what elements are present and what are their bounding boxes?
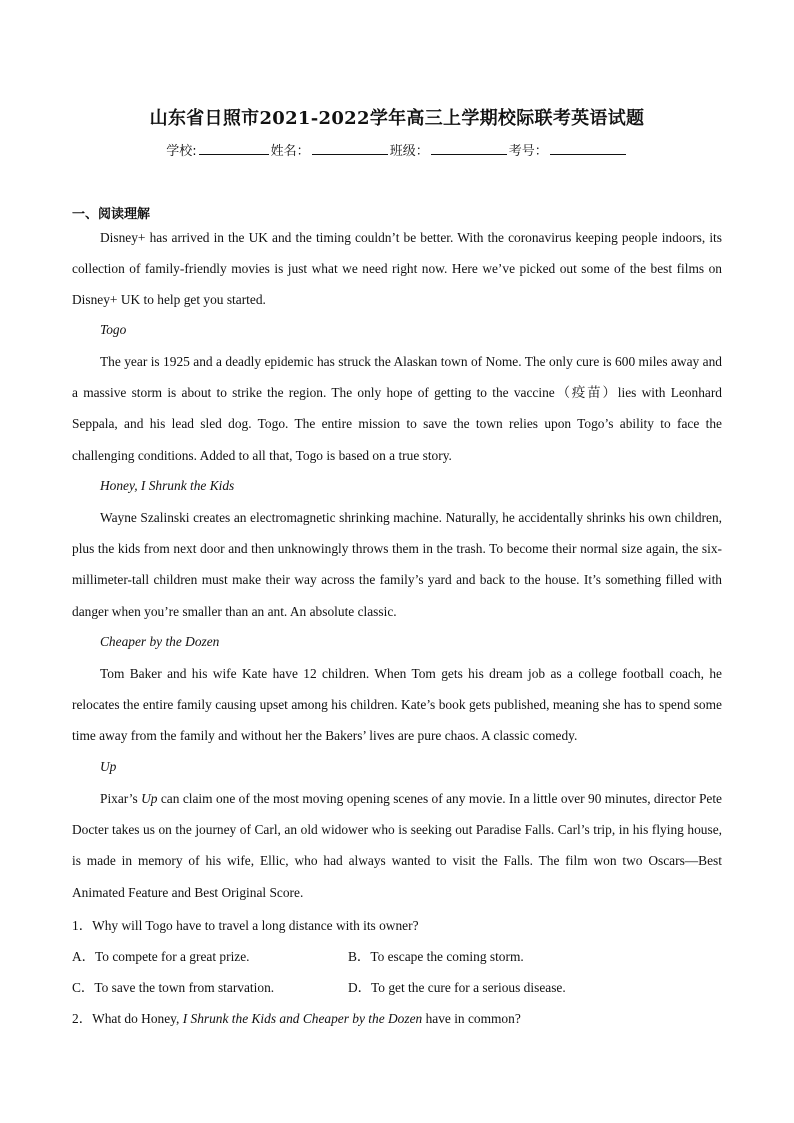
number-blank[interactable] bbox=[550, 142, 626, 155]
question-1: 1．Why will Togo have to travel a long distance with its owner? bbox=[72, 918, 419, 933]
movie-title-up: Up bbox=[100, 759, 117, 774]
class-label: 班级： bbox=[389, 144, 429, 159]
intro-paragraph: Disney+ has arrived in the UK and the timing couldn’t be better. With the coronavirus keeping people indoors, its collection of family-friendly movies is just what we need right now. Here we’ve picked out some of the best films on Disney+ UK to help get you started. bbox=[72, 230, 722, 308]
number-label: 考号： bbox=[508, 144, 548, 159]
movie-text-honey: Wayne Szalinski creates an electromagnetic shrinking machine. Naturally, he accidentally shrinks his own children, plus the kids from next door and then unknowingly throws them in the trash. To become their normal size again, the six-millimeter-tall children must make their way across the family’s yard and back to the house. It’s something filled with danger when you’re smaller than an ant. An absolute classic. bbox=[72, 510, 722, 619]
school-blank[interactable] bbox=[199, 142, 269, 155]
name-blank[interactable] bbox=[312, 142, 388, 155]
question-2-after: have in common? bbox=[422, 1011, 521, 1026]
movie-title-honey: Honey, I Shrunk the Kids bbox=[100, 478, 235, 493]
movie-text-cheaper: Tom Baker and his wife Kate have 12 children. When Tom gets his dream job as a college football coach, he relocates the entire family causing upset among his children. Kate’s book gets published, meaning she has to spend some time away from the family and without her the Bakers’ lives are pure chaos. A classic comedy. bbox=[72, 666, 722, 744]
name-label: 姓名： bbox=[270, 144, 310, 159]
up-text-italic: Up bbox=[141, 791, 158, 806]
question-2 bbox=[72, 1008, 521, 1027]
question-1-option-c[interactable]: C．To save the town from starvation. bbox=[72, 980, 275, 995]
question-2-before: 2．What do Honey, bbox=[72, 1011, 183, 1026]
movie-title-togo: Togo bbox=[100, 322, 127, 337]
movie-title-cheaper: Cheaper by the Dozen bbox=[100, 634, 220, 649]
question-2-italic: I Shrunk the Kids and Cheaper by the Dozen bbox=[182, 1011, 423, 1026]
question-1-option-b[interactable]: B．To escape the coming storm. bbox=[348, 949, 524, 964]
class-blank[interactable] bbox=[431, 142, 507, 155]
question-1-option-a[interactable]: A．To compete for a great prize. bbox=[72, 949, 250, 964]
up-text-before: Pixar’s bbox=[100, 791, 142, 806]
up-text-after: can claim one of the most moving opening scenes of any movie. In a little over 90 minutes, director Pete Docter takes us on the journey of Carl, an old widower who is seeking out Paradise Falls. Carl’s trip, in his flying house, is made in memory of his wife, Ellic, who had always wanted to visit the Falls. The film won two Oscars—Best Animated Feature and Best Original Score. bbox=[72, 791, 723, 900]
school-label: 学校: bbox=[166, 144, 197, 159]
movie-text-up bbox=[72, 783, 722, 908]
question-1-option-d[interactable]: D．To get the cure for a serious disease. bbox=[348, 980, 566, 995]
student-info-line bbox=[0, 140, 794, 159]
section-heading: 一、阅读理解 bbox=[72, 207, 151, 222]
movie-text-togo: The year is 1925 and a deadly epidemic has struck the Alaskan town of Nome. The only cure is 600 miles away and a massive storm is about to strike the region. The only hope of getting to the vaccine（疫苗）lies with Leonhard Seppala, and his lead sled dog. Togo. The entire mission to save the town relies upon Togo’s ability to face the challenging conditions. Added to all that, Togo is based on a true story. bbox=[72, 354, 722, 463]
page-title: 山东省日照市2021-2022学年高三上学期校际联考英语试题 bbox=[149, 108, 645, 129]
